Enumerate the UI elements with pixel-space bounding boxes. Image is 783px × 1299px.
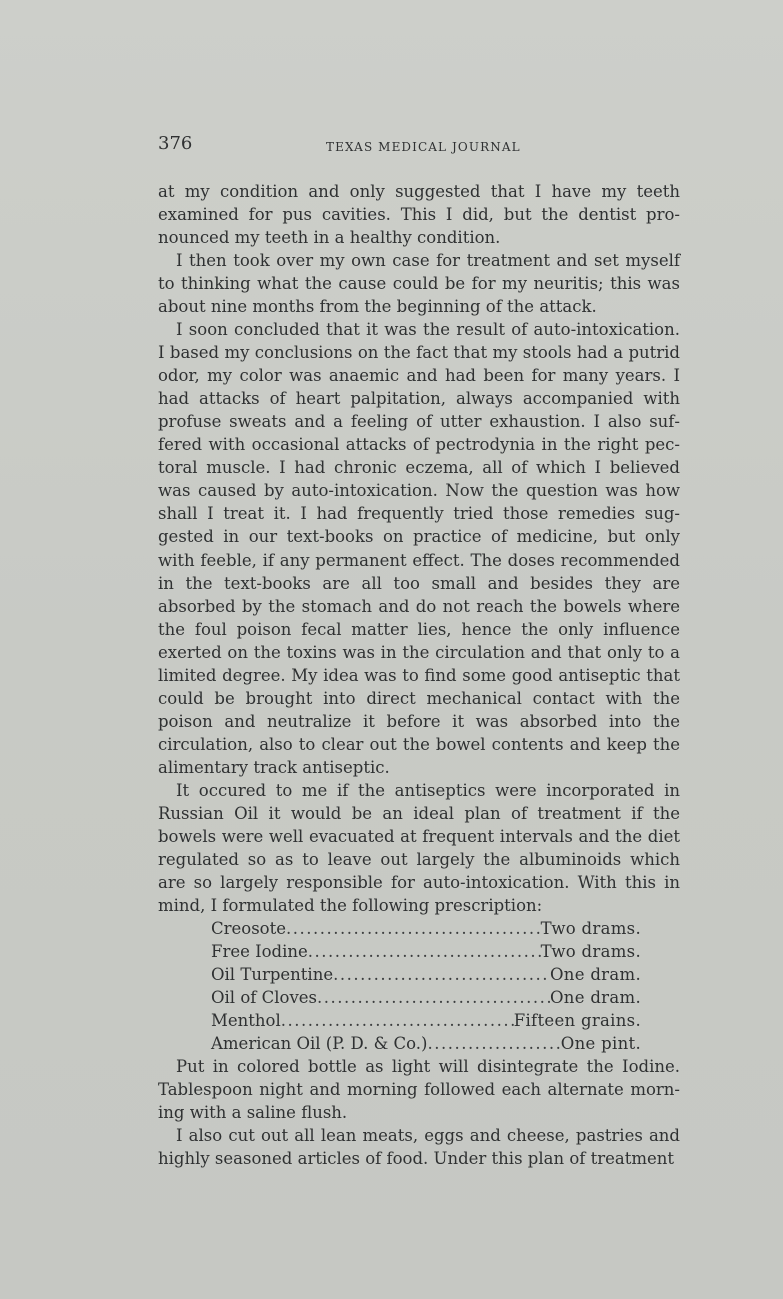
prescription-line (211, 917, 641, 940)
paragraph: I then took over my own case for treatment and set myself to thinking what the cause could be for my neuritis; this was about nine months from the beginning of the attack. (158, 251, 680, 317)
dot-leader (333, 963, 550, 986)
ingredient-name: Oil Turpentine (211, 965, 334, 985)
paragraph: I soon concluded that it was the result of auto-intoxication. I based my conclusions on the fact that my stools had a putrid odor, my color was anaemic and had been for many years. I had attacks of heart palpitation, always accompanied with profuse sweats and a feeling of utter exhaustion. I also suffered with occasional attacks of pectrodynia in the right pectoral muscle. I had chronic eczema, all of which I believed was caused by auto-intoxication. Now the question was how shall I treat it. I had frequently tried those remedies suggested in our text-books on practice of medicine, but only with feeble, if any permanent effect. The doses recommended in the text-books are all too small and besides they are absorbed by the stomach and do not reach the bowels where the foul poison fecal matter lies, hence the only influence exerted on the toxins was in the circulation and that only to a limited degree. My idea was to find some good antiseptic that could be brought into direct mechanical contact with the poison and neutralize it before it was absorbed into the circulation, also to clear out the bowel contents and keep the alimentary track antiseptic. (158, 320, 680, 777)
ingredient-dose: Two drams. (540, 942, 641, 962)
running-title: TEXAS MEDICAL JOURNAL (326, 140, 521, 154)
ingredient-dose: One dram. (549, 965, 641, 985)
ingredient-dose: Two drams. (540, 919, 641, 938)
dot-leader (308, 940, 541, 963)
paragraph: at my condition and only suggested that I have my teeth examined for pus cavities. This I did, but the dentist pronounced my teeth in a healthy condition. (158, 182, 680, 248)
dot-leader (427, 1032, 560, 1055)
dot-leader (286, 917, 541, 940)
ingredient-name: Free Iodine (211, 942, 308, 962)
prescription-line (211, 940, 641, 963)
page-header (158, 133, 680, 157)
dot-leader (317, 986, 550, 1009)
prescription-line (211, 1032, 641, 1055)
page-number: 376 (158, 133, 193, 154)
prescription-list (211, 917, 641, 1055)
ingredient-dose: Fifteen grains. (513, 1011, 641, 1031)
dot-leader (281, 1009, 514, 1032)
article-body (158, 180, 680, 1170)
ingredient-name: Oil of Cloves (211, 988, 318, 1008)
ingredient-dose: One dram. (549, 988, 641, 1008)
prescription-line (211, 1009, 641, 1032)
paragraph: I also cut out all lean meats, eggs and cheese, pastries and highly seasoned articles of food. Under this plan of treatment (158, 1126, 680, 1169)
paragraph: It occured to me if the antiseptics were incorporated in Russian Oil it would be an ideal plan of treatment if the bowels were well evacuated at frequent intervals and the diet regulated so as to leave out largely the albuminoids which are so largely responsible for auto-intoxication. With this in mind, I formulated the following prescription: (158, 780, 680, 915)
ingredient-name: American Oil (P. D. & Co.) (211, 1034, 428, 1054)
ingredient-name: Creosote (211, 919, 287, 938)
ingredient-dose: One pint. (560, 1034, 641, 1054)
prescription-line (211, 963, 641, 986)
prescription-line (211, 986, 641, 1009)
ingredient-name: Menthol (211, 1011, 281, 1031)
paragraph: Put in colored bottle as light will disintegrate the Iodine. Tablespoon night and morning followed each alternate morning with a saline flush. (158, 1057, 680, 1123)
